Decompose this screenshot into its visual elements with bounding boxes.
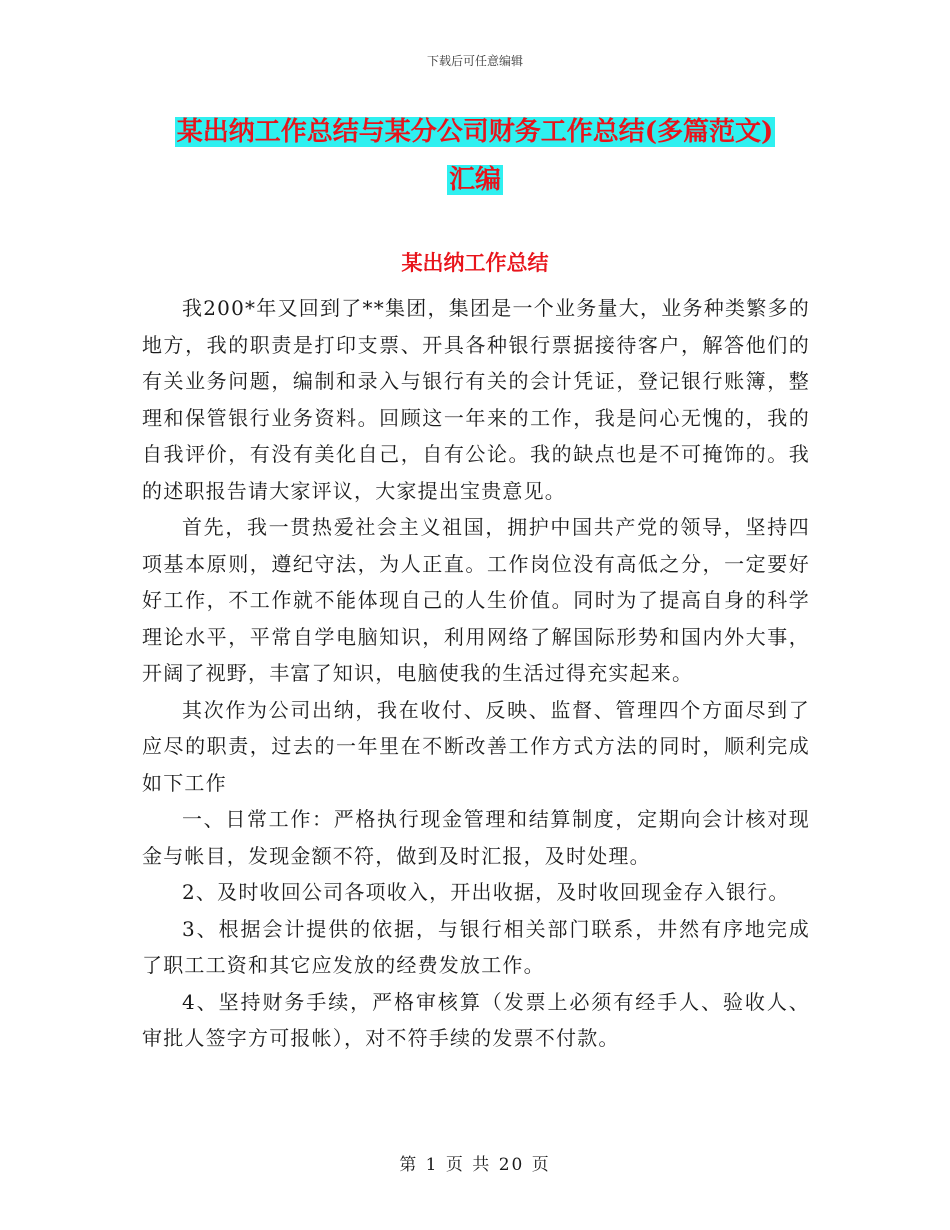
paragraph: 4、坚持财务手续，严格审核算（发票上必须有经手人、验收人、审批人签字方可报帐），对不符手续的发票不付款。 <box>142 989 810 1050</box>
paragraph: 我200*年又回到了**集团，集团是一个业务量大，业务种类繁多的地方，我的职责是打印支票、开具各种银行票据接待客户，解答他们的有关业务问题，编制和录入与银行有关的会计凭证，登记银行账簿，整理和保管银行业务资料。回顾这一年来的工作，我是问心无愧的，我的自我评价，有没有美化自己，自有公论。我的缺点也是不可掩饰的。我的述职报告请大家评议，大家提出宝贵意见。 <box>142 296 810 503</box>
paragraph: 首先，我一贯热爱社会主义祖国，拥护中国共产党的领导，坚持四项基本原则，遵纪守法，为人正直。工作岗位没有高低之分，一定要好好工作，不工作就不能体现自己的人生价值。同时为了提高自身的科学理论水平，平常自学电脑知识，利用网络了解国际形势和国内外大事，开阔了视野，丰富了知识，电脑使我的生活过得充实起来。 <box>142 515 810 685</box>
paragraph: 2、及时收回公司各项收入，开出收据，及时收回现金存入银行。 <box>182 880 790 904</box>
paragraph: 一、日常工作：严格执行现金管理和结算制度，定期向会计核对现金与帐目，发现金额不符，做到及时汇报，及时处理。 <box>142 807 810 868</box>
page-header-note: 下载后可任意编辑 <box>426 54 523 68</box>
page-number-footer: 第 1 页 共 20 页 <box>399 1155 551 1175</box>
document-title-line-2: 汇编 <box>448 165 501 195</box>
document-title <box>140 108 810 204</box>
document-title-line-1: 某出纳工作总结与某分公司财务工作总结(多篇范文) <box>176 117 774 147</box>
paragraph: 3、根据会计提供的依据，与银行相关部门联系，井然有序地完成了职工工资和其它应发放的经费发放工作。 <box>142 916 810 977</box>
paragraph: 其次作为公司出纳，我在收付、反映、监督、管理四个方面尽到了应尽的职责，过去的一年里在不断改善工作方式方法的同时，顺利完成如下工作 <box>142 697 810 795</box>
document-body <box>142 290 810 1057</box>
section-heading: 某出纳工作总结 <box>401 250 549 275</box>
